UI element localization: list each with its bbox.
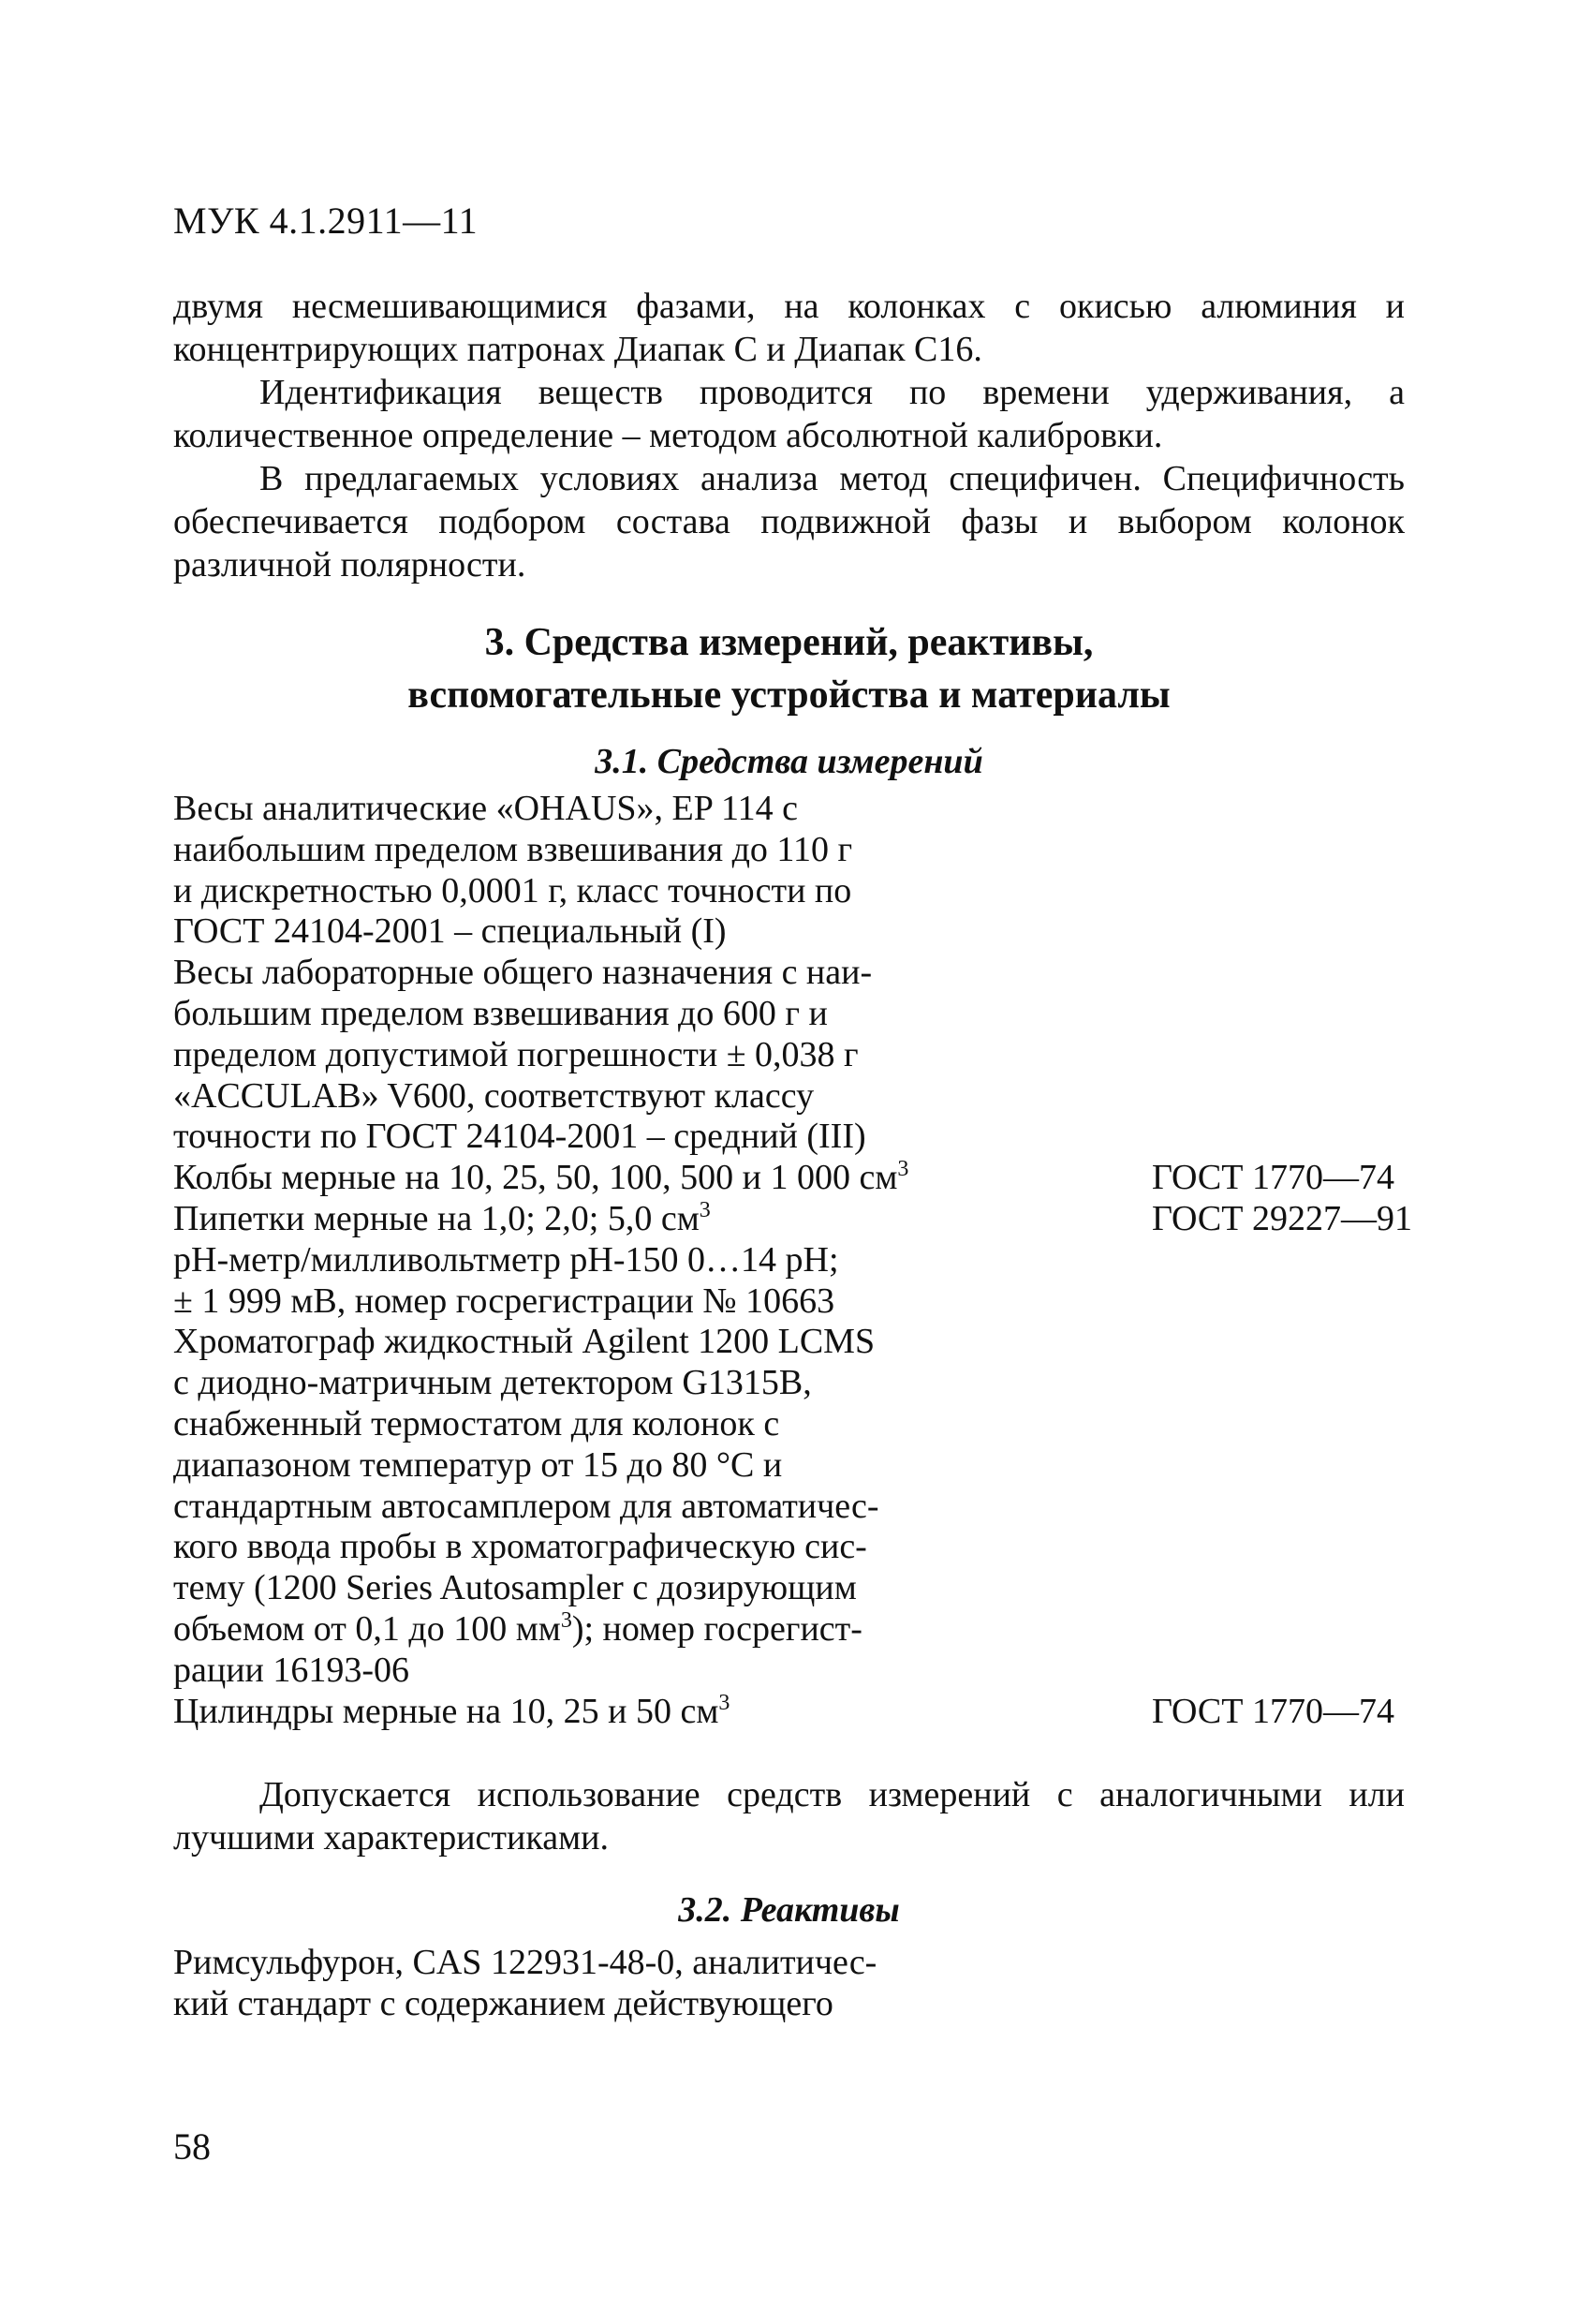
- document-code-header: МУК 4.1.2911—11: [173, 200, 479, 242]
- instruments-note: [173, 1773, 1405, 1859]
- instruments-note-paragraph: Допускается использование средств измерений с аналогичными или лучшими характеристиками.: [173, 1775, 1405, 1858]
- intro-paragraph-2: Идентификация веществ проводится по времени удерживания, а количественное определение – методом абсолютной калибровки.: [173, 373, 1405, 455]
- list-item-graduated-cylinders: Цилиндры мерные на 10, 25 и 50 $см^3$ ГОСТ 1770—74: [173, 1690, 1394, 1731]
- standard-reference: ГОСТ 29227—91: [1152, 1198, 1412, 1238]
- standard-reference: ГОСТ 1770—74: [1152, 1158, 1394, 1198]
- page-number: 58: [173, 2125, 211, 2168]
- subsection-3-2-title: 3.2. Реактивы: [678, 1890, 900, 1930]
- intro-paragraph-3: В предлагаемых условиях анализа метод специфичен. Специфичность обеспечивается подбором состава подвижной фазы и выбором колонок различной полярности.: [173, 459, 1405, 585]
- section-3-title-line-1: 3. Средства измерений, реактивы,: [484, 621, 1094, 664]
- list-item-volumetric-flasks: Колбы мерные на 10, 25, 50, 100, 500 и 1 000 $см^3$ ГОСТ 1770—74: [173, 1157, 1394, 1198]
- subsection-3-1-title: 3.1. Средства измерений: [595, 742, 983, 781]
- intro-paragraph-1: двумя несмешивающимися фазами, на колонках с окисью алюминия и концентрирующих патронах Диапак С и Диапак С16.: [173, 287, 1405, 369]
- list-item-rimsulfuron: Римсульфурон, CAS 122931-48-0, аналитичес- кий стандарт с содержанием действующего: [173, 1943, 877, 2023]
- list-item-ph-meter: pH-метр/милливольтметр pH-150 0…14 pH; ± 1 999 мВ, номер госрегистрации № 10663: [173, 1239, 839, 1321]
- list-item-chromatograph: Хроматограф жидкостный Agilent 1200 LCMS с диодно-матричным детектором G1315B, снабженный термостатом для колонок с диапазоном температур от 15 до 80 °С и стандартным автосамплером для автоматичес- кого ввода пробы в хроматографическую сис- тему (1200 Series Autosampler с дозирующим объемом от 0,1 до 100 $мм^3$); номер госрегист- рации 16193-06: [173, 1322, 879, 1690]
- section-3-title: [173, 616, 1405, 721]
- standard-reference: ГОСТ 1770—74: [1152, 1691, 1394, 1731]
- measurement-instruments-list: [173, 789, 1419, 1732]
- intro-text: [173, 285, 1405, 586]
- list-item-laboratory-balance: Весы лабораторные общего назначения с наи- большим пределом взвешивания до 600 г и пределом допустимой погрешности ± 0,038 г «ACCULAB» V600, соответствуют классу точности по ГОСТ 24104-2001 – средний (III): [173, 953, 873, 1157]
- section-3-title-line-2: вспомогательные устройства и материалы: [407, 674, 1171, 717]
- list-item-analytical-balance: Весы аналитические «OHAUS», EP 114 с наибольшим пределом взвешивания до 110 г и дискретностью 0,0001 г, класс точности по ГОСТ 24104-2001 – специальный (I): [173, 789, 853, 952]
- reagents-list: [173, 1943, 1419, 2025]
- list-item-pipettes: Пипетки мерные на 1,0; 2,0; 5,0 $см^3$ ГОСТ 29227—91: [173, 1197, 1412, 1238]
